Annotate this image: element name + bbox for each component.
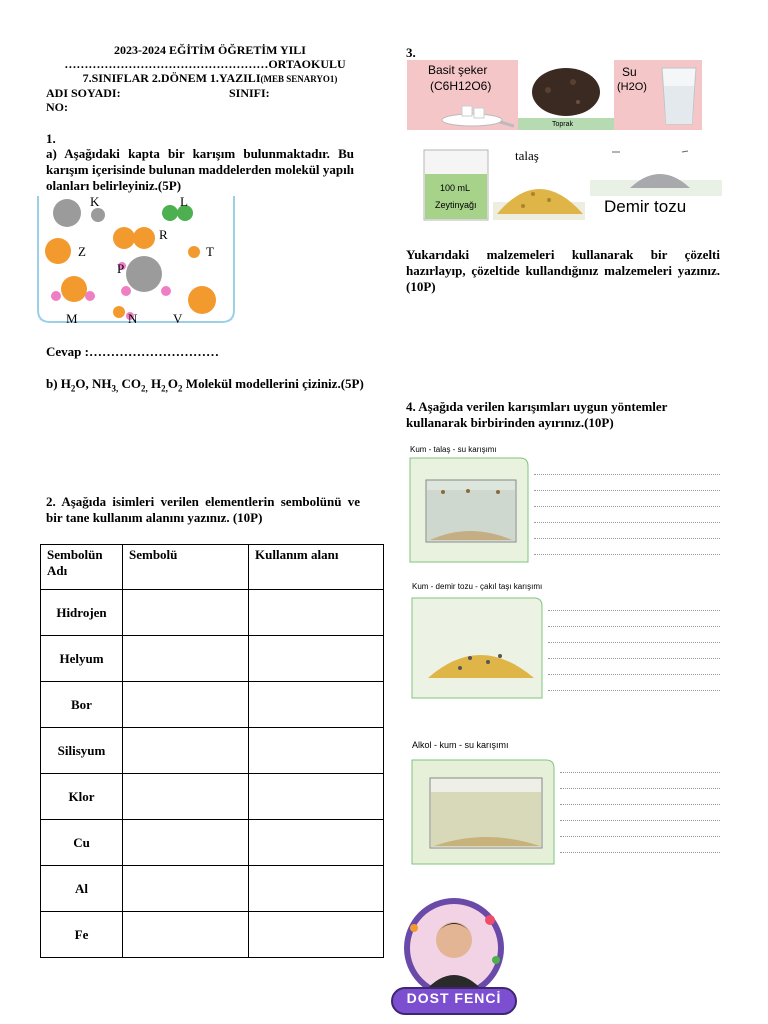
q1b-co: CO xyxy=(118,376,142,391)
q1b-sub5: 2 xyxy=(178,383,183,394)
q1b-suffix: Molekül modellerini çiziniz.(5P) xyxy=(182,376,364,391)
soil-label: Toprak xyxy=(552,121,574,128)
symbol-cell[interactable] xyxy=(123,590,249,636)
oil-volume-label: 100 mL xyxy=(440,183,471,193)
sawdust-pile-icon xyxy=(493,168,585,220)
answer-line[interactable] xyxy=(560,788,720,789)
column-header-name: Sembolün Adı xyxy=(41,545,123,590)
element-name: Fe xyxy=(41,912,123,958)
sugar-cubes-icon xyxy=(434,98,514,130)
q4-text: 4. Aşağıda verilen karışımları uygun yöntemler kullanarak birbirinden ayırınız.(10P) xyxy=(406,399,668,430)
table-row xyxy=(41,866,384,912)
molecule-label-t: T xyxy=(206,244,214,259)
q3-number: 3. xyxy=(406,45,416,60)
water-glass-icon xyxy=(658,66,700,128)
table-row xyxy=(41,728,384,774)
q1b-sub1: 2 xyxy=(70,383,76,394)
molecule-label-m: M xyxy=(66,311,78,326)
water-label: Su xyxy=(622,65,637,79)
table-row xyxy=(41,912,384,958)
answer-line[interactable] xyxy=(560,820,720,821)
table-row xyxy=(41,590,384,636)
answer-line[interactable] xyxy=(548,674,720,675)
oil-label: Zeytinyağı xyxy=(435,200,477,210)
molecule-label-l: L xyxy=(180,194,188,209)
class-label: SINIFI: xyxy=(229,86,270,100)
answer-line[interactable] xyxy=(548,658,720,659)
exam-title xyxy=(40,71,380,86)
water-formula: (H2O) xyxy=(617,81,647,93)
q1-number: 1. xyxy=(46,131,56,146)
element-symbol-table xyxy=(40,544,384,958)
molecule-label-k: K xyxy=(90,194,100,209)
mixture-2-label: Kum - demir tozu - çakıl taşı karışımı xyxy=(412,582,543,591)
q1b-o2: O xyxy=(167,376,179,391)
answer-line[interactable] xyxy=(548,690,720,691)
soil-pile-icon xyxy=(518,60,614,130)
q1b-o: O, NH xyxy=(75,376,112,391)
q1b-h: H xyxy=(147,376,162,391)
number-label: NO: xyxy=(46,100,68,114)
molecule-label-z: Z xyxy=(78,244,86,259)
table-row xyxy=(41,774,384,820)
answer-line[interactable] xyxy=(534,538,720,539)
answer-line[interactable] xyxy=(534,506,720,507)
usage-cell[interactable] xyxy=(249,728,384,774)
q3-text: Yukarıdaki malzemeleri kullanarak bir çözelti hazırlayıp, çözeltide kullandığınız malzemeleri yazınız.(10P) xyxy=(406,247,720,294)
element-name: Hidrojen xyxy=(41,590,123,636)
sugar-label: Basit şeker xyxy=(428,63,488,77)
sugar-formula: (C6H12O6) xyxy=(430,79,492,93)
column-header-symbol: Sembolü xyxy=(123,545,249,590)
symbol-cell[interactable] xyxy=(123,866,249,912)
table-header-row xyxy=(41,545,384,590)
answer-line[interactable] xyxy=(534,474,720,475)
usage-cell[interactable] xyxy=(249,590,384,636)
answer-line[interactable] xyxy=(534,522,720,523)
usage-cell[interactable] xyxy=(249,866,384,912)
answer-line[interactable] xyxy=(560,804,720,805)
symbol-cell[interactable] xyxy=(123,774,249,820)
sawdust-label: talaş xyxy=(515,148,539,163)
answer-line[interactable] xyxy=(548,610,720,611)
iron-dust-label: Demir tozu xyxy=(604,197,687,216)
answer-line[interactable] xyxy=(534,554,720,555)
symbol-cell[interactable] xyxy=(123,636,249,682)
answer-line[interactable] xyxy=(560,772,720,773)
exam-title-main: 7.SINIFLAR 2.DÖNEM 1.YAZILI xyxy=(82,71,261,85)
molecule-label-n: N xyxy=(128,311,138,326)
element-name: Cu xyxy=(41,820,123,866)
usage-cell[interactable] xyxy=(249,774,384,820)
usage-cell[interactable] xyxy=(249,912,384,958)
column-header-usage: Kullanım alanı xyxy=(249,545,384,590)
q1b-sub4: 2, xyxy=(161,383,168,394)
element-name: Bor xyxy=(41,682,123,728)
symbol-cell[interactable] xyxy=(123,820,249,866)
mixture-1-label: Kum - talaş - su karışımı xyxy=(410,445,497,454)
symbol-cell[interactable] xyxy=(123,728,249,774)
element-name: Helyum xyxy=(41,636,123,682)
molecule-label-p: P xyxy=(117,261,125,276)
school-year-title: 2023-2024 EĞİTİM ÖĞRETİM YILI xyxy=(114,43,306,57)
school-name-line: ……………………………………………ORTAOKULU xyxy=(64,57,346,71)
q1b-sub2: 3, xyxy=(111,383,119,394)
molecule-label-r: R xyxy=(159,227,168,242)
answer-line[interactable] xyxy=(534,490,720,491)
exam-title-scenario: (MEB SENARYO1) xyxy=(260,74,338,84)
answer-line[interactable] xyxy=(560,852,720,853)
q1-answer-line[interactable]: Cevap :………………………… xyxy=(46,344,219,359)
symbol-cell[interactable] xyxy=(123,912,249,958)
usage-cell[interactable] xyxy=(249,682,384,728)
q1-part-b-text xyxy=(46,376,364,397)
table-row xyxy=(41,636,384,682)
element-name: Klor xyxy=(41,774,123,820)
iron-dust-pile-icon xyxy=(590,150,722,200)
table-row xyxy=(41,682,384,728)
mixture-2-beaker-icon xyxy=(410,596,544,700)
answer-line[interactable] xyxy=(560,836,720,837)
element-name: Al xyxy=(41,866,123,912)
mixture-3-beaker-icon xyxy=(410,758,556,866)
table-row xyxy=(41,820,384,866)
q1-part-a-text: a) Aşağıdaki kapta bir karışım bulunmaktadır. Bu karışım içerisinde bulunan maddelerden molekül yapılı olanları belirleyiniz.(5P) xyxy=(46,146,354,193)
symbol-cell[interactable] xyxy=(123,682,249,728)
answer-line[interactable] xyxy=(548,626,720,627)
mixture-3-label: Alkol - kum - su karışımı xyxy=(412,740,509,750)
usage-cell[interactable] xyxy=(249,636,384,682)
name-label: ADI SOYADI: xyxy=(46,86,121,100)
q2-text: 2. Aşağıda isimleri verilen elementlerin sembolünü ve bir tane kullanım alanını yazınız. (10P) xyxy=(46,494,360,525)
molecule-label-v: V xyxy=(173,311,183,326)
q1b-prefix: b) H xyxy=(46,376,71,391)
answer-line[interactable] xyxy=(548,642,720,643)
mixture-1-beaker-icon xyxy=(408,456,530,564)
element-name: Silisyum xyxy=(41,728,123,774)
q1b-sub3: 2, xyxy=(141,383,148,394)
soil-panel xyxy=(518,60,614,130)
usage-cell[interactable] xyxy=(249,820,384,866)
logo-text: DOST FENCİ xyxy=(406,990,502,1006)
